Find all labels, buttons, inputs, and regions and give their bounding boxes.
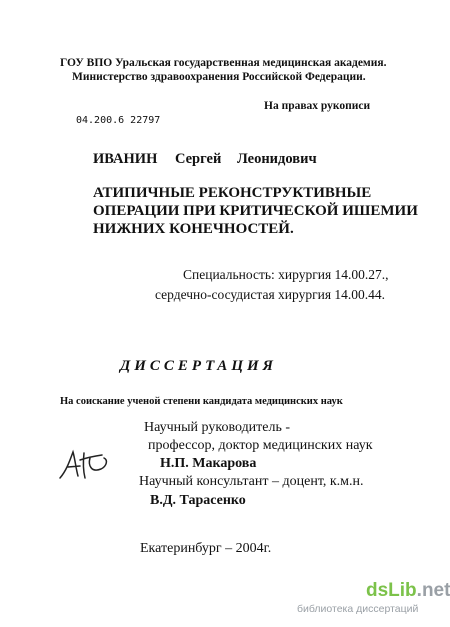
title-line-1: АТИПИЧНЫЕ РЕКОНСТРУКТИВНЫЕ	[93, 185, 372, 201]
archive-number: 04.200.6 22797	[76, 115, 161, 126]
title-line-3: НИЖНИХ КОНЕЧНОСТЕЙ.	[93, 221, 294, 237]
place-year: Екатеринбург – 2004г.	[140, 541, 272, 556]
institution-line-2: Министерство здравоохранения Российской Федерации.	[72, 71, 366, 83]
author-first-name: Сергей	[174, 151, 222, 167]
watermark-logo-main: dsLib	[366, 580, 417, 601]
document-type: ДИССЕРТАЦИЯ	[120, 358, 277, 374]
watermark-logo	[366, 580, 450, 602]
watermark-logo-tld: .net	[416, 580, 450, 601]
rights-note: На правах рукописи	[264, 100, 371, 112]
author-surname: ИВАНИН	[93, 151, 158, 167]
supervisor-name: Н.П. Макарова	[160, 456, 257, 471]
title-line-2: ОПЕРАЦИИ ПРИ КРИТИЧЕСКОЙ ИШЕМИИ	[93, 203, 418, 219]
consultant-name: В.Д. Тарасенко	[150, 493, 246, 508]
handwritten-signature	[56, 445, 114, 485]
supervisor-role: Научный руководитель -	[144, 420, 291, 435]
degree-line: На соискание ученой степени кандидата медицинских наук	[60, 396, 343, 407]
author-patronymic: Леонидович	[236, 151, 317, 167]
consultant-role: Научный консультант – доцент, к.м.н.	[139, 474, 364, 489]
institution-line-1: ГОУ ВПО Уральская государственная медицинская академия.	[60, 57, 387, 69]
supervisor-title: профессор, доктор медицинских наук	[148, 438, 373, 453]
watermark-caption: библиотека диссертаций	[297, 603, 419, 615]
author-name	[93, 151, 317, 168]
specialty-line-1: Специальность: хирургия 14.00.27.,	[183, 267, 389, 282]
specialty-line-2: сердечно-сосудистая хирургия 14.00.44.	[155, 287, 386, 302]
